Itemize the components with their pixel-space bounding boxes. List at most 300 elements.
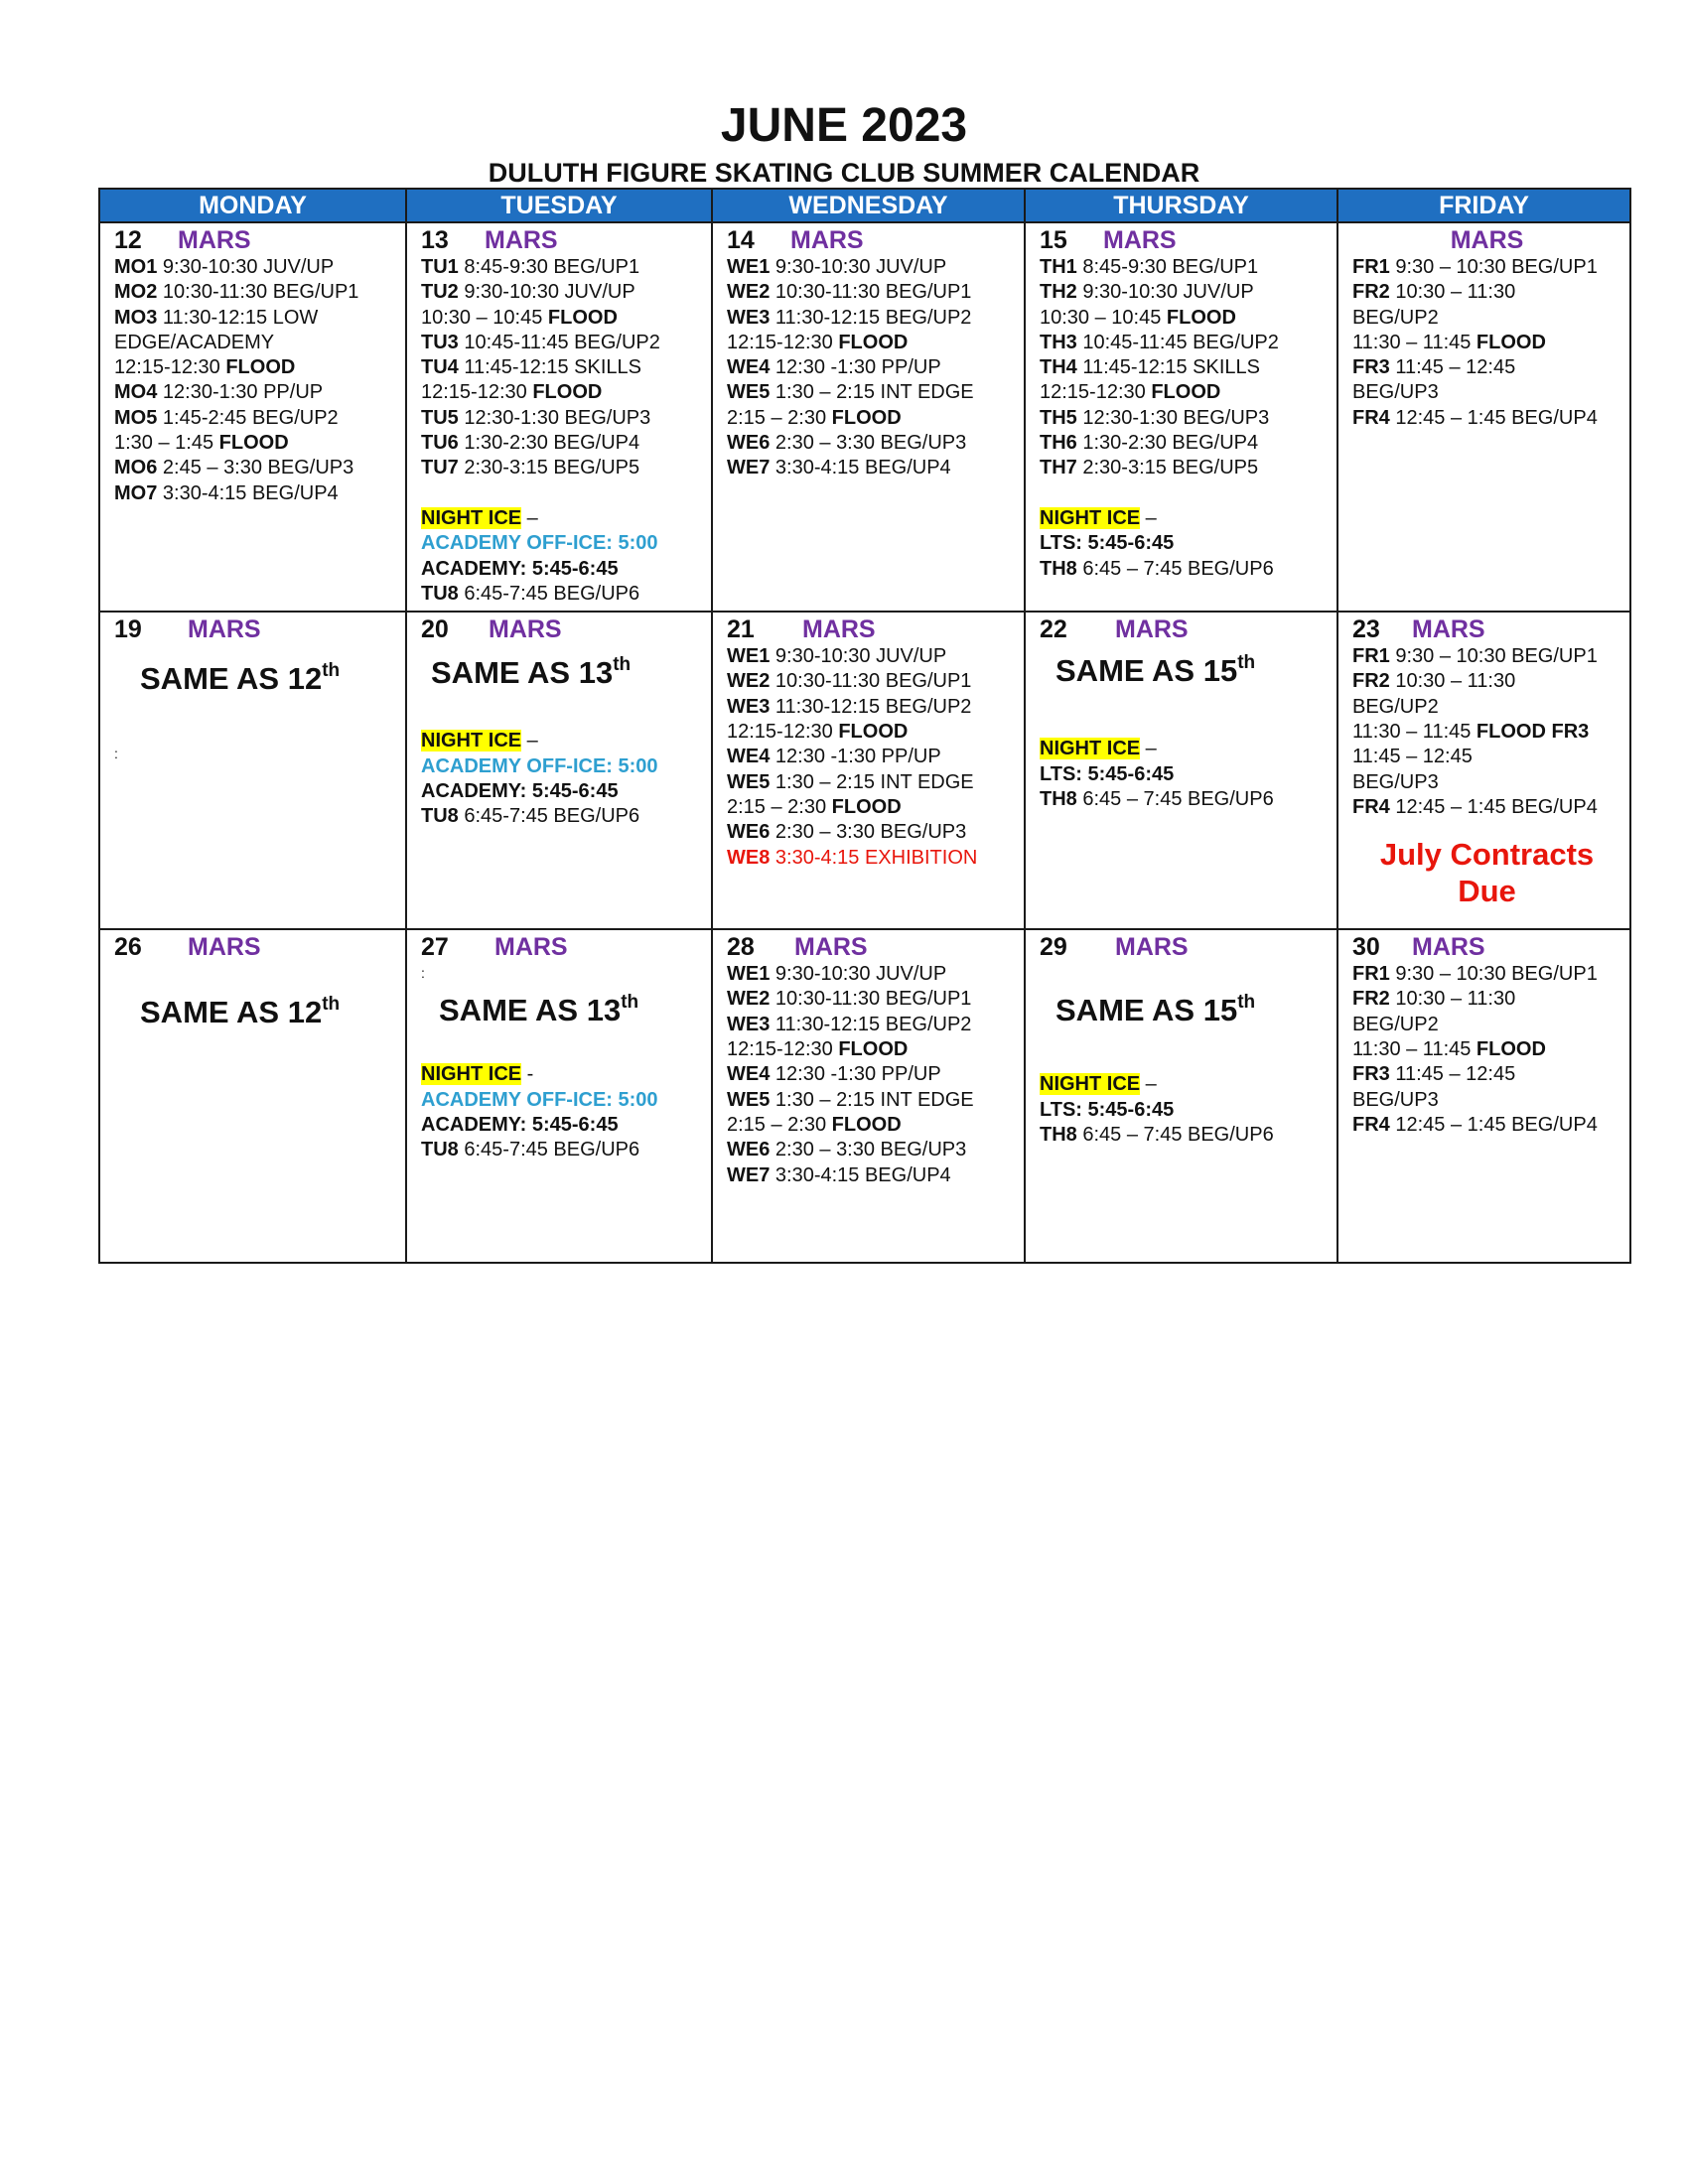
session-detail: 12:30 -1:30 PP/UP xyxy=(770,356,941,379)
same-as-text: SAME AS 15 xyxy=(1055,653,1238,689)
flood-label: FLOOD xyxy=(1476,331,1546,353)
session-line-cont: BEG/UP3 xyxy=(1352,1088,1439,1111)
session-code: WE4 xyxy=(727,746,771,768)
session-code: FR1 xyxy=(1352,645,1390,668)
night-ice-highlight: NIGHT ICE xyxy=(421,730,522,752)
session-line xyxy=(727,380,1016,405)
night-ice-line xyxy=(1040,1072,1329,1097)
same-as-note xyxy=(439,992,703,1028)
flood-label: FLOOD xyxy=(532,381,603,404)
session-code: TH8 xyxy=(1040,788,1077,811)
session-line xyxy=(421,355,703,380)
flood-label: FLOOD xyxy=(838,721,909,744)
day-header xyxy=(727,225,1016,255)
session-line xyxy=(421,1138,703,1162)
flood-time: 11:30 – 11:45 xyxy=(1352,331,1477,353)
session-code: TU1 xyxy=(421,256,459,278)
night-ice-line xyxy=(1040,737,1329,761)
session-code: WE4 xyxy=(727,356,771,379)
session-detail: 12:30 -1:30 PP/UP xyxy=(770,1063,941,1086)
day-number: 22 xyxy=(1040,615,1067,644)
day-number: 21 xyxy=(727,615,755,644)
session-detail: 6:45 – 7:45 BEG/UP6 xyxy=(1076,788,1274,811)
night-ice-highlight: NIGHT ICE xyxy=(421,506,522,529)
session-detail: 6:45 – 7:45 BEG/UP6 xyxy=(1076,1124,1274,1147)
flood-label: FLOOD xyxy=(831,1113,902,1136)
session-code: WE5 xyxy=(727,1088,771,1111)
day-cell-27 xyxy=(406,929,712,1263)
venue-label: MARS xyxy=(790,226,864,254)
session-detail: 10:45-11:45 BEG/UP2 xyxy=(1076,331,1279,353)
session-code: WE3 xyxy=(727,695,771,718)
day-cell-16 xyxy=(1337,222,1630,612)
session-detail: 3:30-4:15 EXHIBITION xyxy=(770,846,978,869)
week-row-3 xyxy=(99,929,1630,1263)
day-number: 20 xyxy=(421,615,449,644)
day-cell-22 xyxy=(1025,612,1337,929)
session-code: TH8 xyxy=(1040,1124,1077,1147)
session-detail: 9:30 – 10:30 BEG/UP1 xyxy=(1389,256,1598,278)
session-detail: 12:45 – 1:45 BEG/UP4 xyxy=(1389,406,1598,429)
session-code: MO5 xyxy=(114,406,158,429)
day-cell-26 xyxy=(99,929,406,1263)
session-code: MO7 xyxy=(114,481,158,504)
night-ice-line xyxy=(421,506,703,531)
dash: – xyxy=(521,730,538,752)
venue-label: MARS xyxy=(489,615,562,644)
session-detail: 3:30-4:15 BEG/UP4 xyxy=(770,457,951,479)
session-code: WE3 xyxy=(727,306,771,329)
night-ice-highlight: NIGHT ICE xyxy=(1040,1073,1141,1096)
session-code: WE2 xyxy=(727,670,771,693)
day-header xyxy=(114,932,397,962)
flood-time: 2:15 – 2:30 xyxy=(727,406,832,429)
spacer-line xyxy=(421,481,703,506)
session-line xyxy=(727,644,1016,669)
session-code: MO6 xyxy=(114,457,158,479)
day-number: 13 xyxy=(421,226,449,254)
session-detail: 3:30-4:15 BEG/UP4 xyxy=(770,1163,951,1186)
session-line xyxy=(114,255,397,280)
session-line-cont: BEG/UP2 xyxy=(1352,1013,1439,1035)
flood-line xyxy=(727,1037,1016,1062)
spacer xyxy=(1040,683,1329,737)
weekday-header-row xyxy=(99,189,1630,222)
session-code: FR4 xyxy=(1352,406,1390,429)
day-number: 28 xyxy=(727,933,755,962)
exhibition-line xyxy=(727,846,1016,871)
session-code: WE6 xyxy=(727,432,771,455)
session-code: TH7 xyxy=(1040,457,1077,479)
weekday-wednesday: WEDNESDAY xyxy=(712,189,1025,222)
session-line xyxy=(1352,1113,1621,1138)
session-code: FR3 xyxy=(1352,1063,1390,1086)
session-line xyxy=(1352,255,1621,280)
day-cell-29 xyxy=(1025,929,1337,1263)
session-detail: 12:45 – 1:45 BEG/UP4 xyxy=(1389,795,1598,818)
session-line xyxy=(1040,431,1329,456)
flood-label: FLOOD xyxy=(838,331,909,353)
session-detail: 1:45-2:45 BEG/UP2 xyxy=(157,406,339,429)
session-code: TH2 xyxy=(1040,281,1077,304)
ordinal-suffix: th xyxy=(613,654,632,676)
session-detail: 12:30-1:30 BEG/UP3 xyxy=(1076,406,1270,429)
flood-line xyxy=(1352,1037,1621,1062)
flood-time: 2:15 – 2:30 xyxy=(727,1113,832,1136)
session-line xyxy=(727,745,1016,769)
flood-label: FLOOD xyxy=(1476,1038,1546,1061)
session-line xyxy=(421,582,703,607)
session-line xyxy=(1040,406,1329,431)
day-cell-15 xyxy=(1025,222,1337,612)
session-line-cont: BEG/UP2 xyxy=(1352,695,1439,718)
session-detail: 10:30 – 11:30 xyxy=(1389,988,1516,1011)
session-line xyxy=(727,431,1016,456)
session-detail: 9:30-10:30 JUV/UP xyxy=(157,256,335,278)
spacer-line xyxy=(1040,481,1329,506)
session-code: FR1 xyxy=(1352,256,1390,278)
venue-label: MARS xyxy=(1115,933,1189,962)
session-line xyxy=(727,1013,1016,1037)
flood-label: FLOOD xyxy=(831,406,902,429)
session-code: TU4 xyxy=(421,356,459,379)
weekday-thursday: THURSDAY xyxy=(1025,189,1337,222)
session-line xyxy=(421,331,703,355)
session-line xyxy=(727,355,1016,380)
flood-label: FLOOD xyxy=(547,306,618,329)
flood-time: 12:15-12:30 xyxy=(421,381,533,404)
flood-line xyxy=(421,306,703,331)
session-detail: 11:45 – 12:45 xyxy=(1389,356,1516,379)
session-detail: 11:30-12:15 BEG/UP2 xyxy=(770,1013,972,1035)
flood-line xyxy=(727,720,1016,745)
spacer xyxy=(421,1023,703,1062)
session-line xyxy=(1040,456,1329,480)
session-line xyxy=(114,306,397,331)
session-detail: 12:30-1:30 PP/UP xyxy=(157,381,324,404)
day-header xyxy=(1352,614,1621,644)
same-as-note xyxy=(431,654,703,691)
flood-line xyxy=(727,331,1016,355)
session-line-cont: 11:45 – 12:45 xyxy=(1352,746,1473,768)
same-as-note xyxy=(1055,652,1329,689)
flood-time: 2:15 – 2:30 xyxy=(727,795,832,818)
venue-label: MARS xyxy=(802,615,876,644)
session-line xyxy=(727,962,1016,987)
day-number: 14 xyxy=(727,226,755,254)
same-as-note xyxy=(140,994,397,1030)
venue-label: MARS xyxy=(188,933,261,962)
session-line xyxy=(727,669,1016,694)
venue-label: MARS xyxy=(1103,226,1177,254)
page-title: JUNE 2023 xyxy=(720,99,968,152)
session-detail: 6:45-7:45 BEG/UP6 xyxy=(458,805,640,828)
day-header xyxy=(1352,932,1621,962)
session-code: FR3 xyxy=(1551,721,1590,744)
session-detail: 12:30 -1:30 PP/UP xyxy=(770,746,941,768)
day-cell-19 xyxy=(99,612,406,929)
notice-line-1: July Contracts xyxy=(1379,837,1595,873)
session-detail: 11:30-12:15 BEG/UP2 xyxy=(770,306,972,329)
session-code: TH1 xyxy=(1040,256,1077,278)
ordinal-suffix: th xyxy=(322,660,341,682)
session-code: TU8 xyxy=(421,1139,459,1161)
session-detail: 12:45 – 1:45 BEG/UP4 xyxy=(1389,1113,1598,1136)
flood-time: 1:30 – 1:45 xyxy=(114,432,219,455)
session-code: WE2 xyxy=(727,988,771,1011)
session-detail: 2:30 – 3:30 BEG/UP3 xyxy=(770,432,967,455)
day-header xyxy=(727,614,1016,644)
session-detail: 9:30 – 10:30 BEG/UP1 xyxy=(1389,963,1598,986)
session-line xyxy=(727,1062,1016,1087)
flood-time: 10:30 – 10:45 xyxy=(421,306,548,329)
flood-time: 12:15-12:30 xyxy=(1040,381,1152,404)
session-detail: 9:30-10:30 JUV/UP xyxy=(1076,281,1254,304)
flood-line xyxy=(727,1113,1016,1138)
session-code: FR1 xyxy=(1352,963,1390,986)
session-code: TH5 xyxy=(1040,406,1077,429)
session-code: TU8 xyxy=(421,805,459,828)
session-code: WE7 xyxy=(727,1163,771,1186)
night-ice-line xyxy=(421,729,703,753)
session-line xyxy=(421,255,703,280)
session-line xyxy=(727,306,1016,331)
same-as-note xyxy=(140,660,397,697)
week-row-2 xyxy=(99,612,1630,929)
session-line xyxy=(1352,406,1621,431)
venue-label: MARS xyxy=(485,226,558,254)
session-code: TU6 xyxy=(421,432,459,455)
session-line xyxy=(114,380,397,405)
day-number: 26 xyxy=(114,933,142,962)
week-row-1 xyxy=(99,222,1630,612)
session-code: WE3 xyxy=(727,1013,771,1035)
session-code: FR3 xyxy=(1352,356,1390,379)
session-code: WE5 xyxy=(727,381,771,404)
session-detail: 10:45-11:45 BEG/UP2 xyxy=(458,331,660,353)
ordinal-suffix: th xyxy=(621,992,639,1014)
session-line xyxy=(1352,669,1621,694)
day-number: 15 xyxy=(1040,226,1067,254)
flood-label: FLOOD xyxy=(1166,306,1236,329)
flood-line xyxy=(114,431,397,456)
session-line xyxy=(1040,280,1329,305)
session-line xyxy=(114,456,397,480)
same-as-text: SAME AS 13 xyxy=(431,655,614,691)
day-number: 19 xyxy=(114,615,142,644)
night-ice-highlight: NIGHT ICE xyxy=(421,1063,522,1086)
day-header xyxy=(727,932,1016,962)
same-as-text: SAME AS 15 xyxy=(1055,993,1238,1028)
notice-line-2: Due xyxy=(1458,874,1516,909)
day-cell-20 xyxy=(406,612,712,929)
day-cell-28 xyxy=(712,929,1025,1263)
session-detail: 10:30-11:30 BEG/UP1 xyxy=(157,281,359,304)
flood-time: 12:15-12:30 xyxy=(727,331,839,353)
flood-time: 11:30 – 11:45 xyxy=(1352,721,1477,744)
session-line xyxy=(421,804,703,829)
flood-label: FLOOD xyxy=(1476,721,1546,744)
night-ice-highlight: NIGHT ICE xyxy=(1040,738,1141,760)
flood-time: 11:30 – 11:45 xyxy=(1352,1038,1477,1061)
day-number: 23 xyxy=(1352,615,1380,644)
session-code: WE7 xyxy=(727,457,771,479)
session-line xyxy=(1352,280,1621,305)
session-line-cont: BEG/UP2 xyxy=(1352,306,1439,329)
day-header xyxy=(421,225,703,255)
day-cell-23 xyxy=(1337,612,1630,929)
session-code: WE4 xyxy=(727,1063,771,1086)
session-line xyxy=(727,280,1016,305)
session-detail: 11:30-12:15 BEG/UP2 xyxy=(770,695,972,718)
session-detail: 2:45 – 3:30 BEG/UP3 xyxy=(157,457,354,479)
session-line xyxy=(727,770,1016,795)
session-code: WE6 xyxy=(727,821,771,844)
session-detail: 11:30-12:15 LOW xyxy=(157,306,319,329)
academy-office-line: ACADEMY OFF-ICE: 5:00 xyxy=(421,754,658,777)
session-code: WE1 xyxy=(727,645,771,668)
session-line xyxy=(1352,795,1621,820)
dash: – xyxy=(1140,738,1157,760)
flood-time: 12:15-12:30 xyxy=(114,356,226,379)
flood-label: FLOOD xyxy=(1151,381,1221,404)
flood-line xyxy=(114,355,397,380)
day-header xyxy=(1352,225,1621,255)
session-code: TH4 xyxy=(1040,356,1077,379)
day-cell-14 xyxy=(712,222,1025,612)
academy-line: ACADEMY: 5:45-6:45 xyxy=(421,1114,619,1137)
session-line xyxy=(421,456,703,480)
contracts-due-notice xyxy=(1352,836,1621,909)
venue-label: MARS xyxy=(188,615,261,644)
session-line xyxy=(727,456,1016,480)
session-line xyxy=(1352,355,1621,380)
day-header xyxy=(421,614,703,644)
weekday-monday: MONDAY xyxy=(99,189,406,222)
weekday-friday: FRIDAY xyxy=(1337,189,1630,222)
session-line xyxy=(1040,331,1329,355)
session-code: WE2 xyxy=(727,281,771,304)
session-line xyxy=(1040,255,1329,280)
dash: - xyxy=(521,1063,534,1086)
flood-label: FLOOD xyxy=(225,356,296,379)
dash: – xyxy=(1140,1073,1157,1096)
session-detail: 10:30-11:30 BEG/UP1 xyxy=(770,670,972,693)
session-detail: 10:30 – 11:30 xyxy=(1389,281,1516,304)
session-code: MO2 xyxy=(114,281,158,304)
session-detail: 11:45 – 12:45 xyxy=(1389,1063,1516,1086)
spacer xyxy=(1040,1023,1329,1072)
lts-line: LTS: 5:45-6:45 xyxy=(1040,1098,1175,1121)
session-code: TU2 xyxy=(421,281,459,304)
calendar-table xyxy=(98,188,1631,1264)
night-ice-highlight: NIGHT ICE xyxy=(1040,506,1141,529)
flood-time: 12:15-12:30 xyxy=(727,721,839,744)
session-detail: 6:45-7:45 BEG/UP6 xyxy=(458,582,640,605)
session-detail: 6:45-7:45 BEG/UP6 xyxy=(458,1139,640,1161)
session-line xyxy=(727,1138,1016,1162)
session-code: TU5 xyxy=(421,406,459,429)
session-detail: 10:30-11:30 BEG/UP1 xyxy=(770,281,972,304)
session-code: MO4 xyxy=(114,381,158,404)
night-ice-line xyxy=(1040,506,1329,531)
session-detail: 10:30-11:30 BEG/UP1 xyxy=(770,988,972,1011)
flood-time: 10:30 – 10:45 xyxy=(1040,306,1167,329)
session-code: TH3 xyxy=(1040,331,1077,353)
session-code: TU3 xyxy=(421,331,459,353)
session-detail: 12:30-1:30 BEG/UP3 xyxy=(458,406,651,429)
session-detail: 10:30 – 11:30 xyxy=(1389,670,1516,693)
session-line xyxy=(421,431,703,456)
session-detail: 3:30-4:15 BEG/UP4 xyxy=(157,481,339,504)
session-detail: 2:30-3:15 BEG/UP5 xyxy=(1076,457,1259,479)
session-detail: 1:30 – 2:15 INT EDGE xyxy=(770,381,974,404)
venue-label: MARS xyxy=(794,933,868,962)
venue-label: MARS xyxy=(494,933,568,962)
academy-line: ACADEMY: 5:45-6:45 xyxy=(421,557,619,580)
session-code: FR4 xyxy=(1352,795,1390,818)
session-detail: 1:30 – 2:15 INT EDGE xyxy=(770,770,974,793)
session-line xyxy=(114,481,397,506)
session-line xyxy=(1040,1123,1329,1148)
day-header xyxy=(1040,932,1329,962)
session-line xyxy=(114,406,397,431)
session-detail: 1:30 – 2:15 INT EDGE xyxy=(770,1088,974,1111)
session-code: TU8 xyxy=(421,582,459,605)
session-code: TH6 xyxy=(1040,432,1077,455)
same-as-text: SAME AS 13 xyxy=(439,993,622,1028)
venue-label: MARS xyxy=(1115,615,1189,644)
session-code: FR2 xyxy=(1352,281,1390,304)
academy-line: ACADEMY: 5:45-6:45 xyxy=(421,780,619,803)
session-detail: 2:30 – 3:30 BEG/UP3 xyxy=(770,821,967,844)
session-line xyxy=(1040,787,1329,812)
session-line xyxy=(1040,557,1329,582)
session-code: WE1 xyxy=(727,963,771,986)
venue-label: MARS xyxy=(178,226,251,254)
session-code: FR4 xyxy=(1352,1113,1390,1136)
ordinal-suffix: th xyxy=(322,994,341,1016)
session-code: WE6 xyxy=(727,1139,771,1161)
flood-line xyxy=(727,795,1016,820)
same-as-text: SAME AS 12 xyxy=(140,995,323,1030)
flood-label: FLOOD xyxy=(218,432,289,455)
flood-line xyxy=(1040,380,1329,405)
session-detail: 6:45 – 7:45 BEG/UP6 xyxy=(1076,557,1274,580)
session-line xyxy=(727,987,1016,1012)
spacer xyxy=(421,685,703,729)
session-code: MO1 xyxy=(114,256,158,278)
session-line xyxy=(1352,962,1621,987)
flood-time: 12:15-12:30 xyxy=(727,1038,839,1061)
session-detail: 11:45-12:15 SKILLS xyxy=(458,356,642,379)
same-as-note xyxy=(1055,992,1329,1028)
session-detail: 8:45-9:30 BEG/UP1 xyxy=(1076,256,1259,278)
academy-office-line: ACADEMY OFF-ICE: 5:00 xyxy=(421,1088,658,1111)
same-as-text: SAME AS 12 xyxy=(140,661,323,697)
session-line xyxy=(727,255,1016,280)
session-line xyxy=(1352,1062,1621,1087)
day-header xyxy=(114,225,397,255)
session-detail: 11:45-12:15 SKILLS xyxy=(1076,356,1261,379)
flood-line xyxy=(727,406,1016,431)
session-line xyxy=(1352,644,1621,669)
session-detail: 1:30-2:30 BEG/UP4 xyxy=(1076,432,1259,455)
day-cell-21 xyxy=(712,612,1025,929)
flood-line xyxy=(1352,331,1621,355)
colon-mark: : xyxy=(114,746,118,762)
ordinal-suffix: th xyxy=(1237,652,1256,674)
